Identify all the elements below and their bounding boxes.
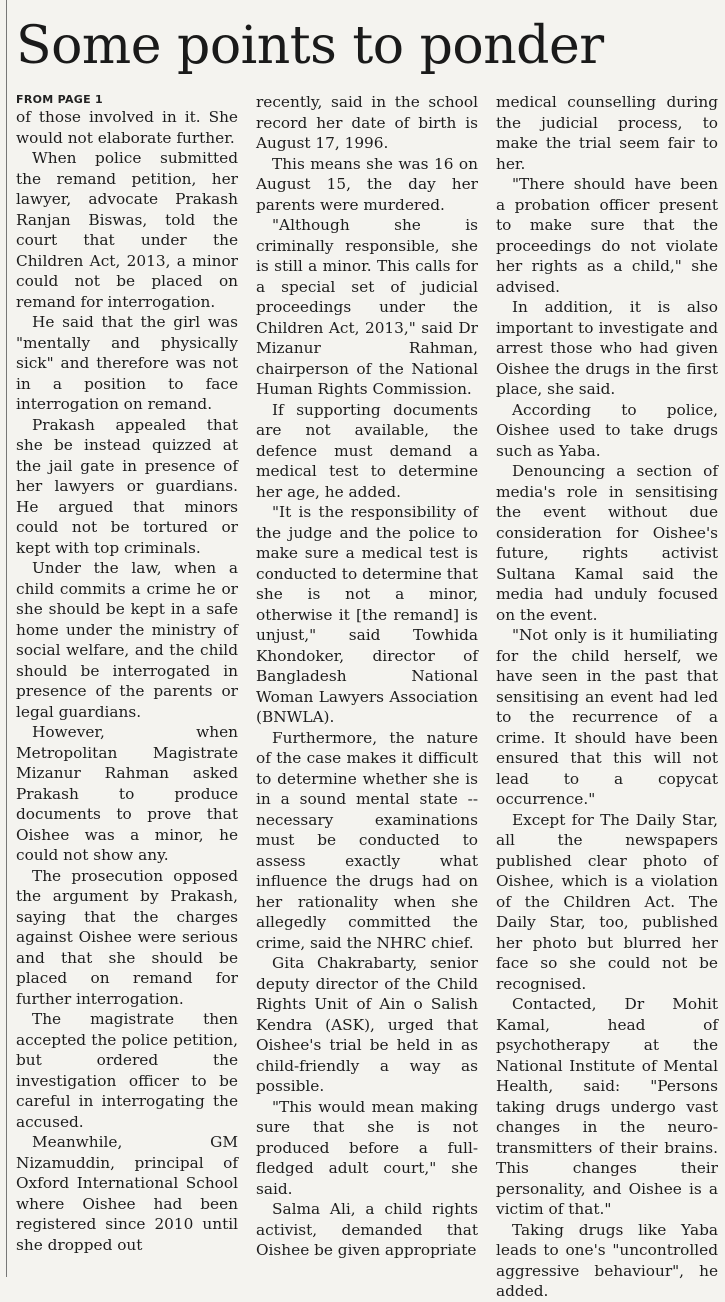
paragraph: medical counselling during the judicial process, to make the trial seem fair to her. (496, 93, 718, 173)
paragraph: Denouncing a section of media's role in sensitising the event without due consideration for Oishee's future, rights activist Sultana Kamal said the media had unduly focused on the event. (496, 462, 718, 624)
article-column-3 (496, 92, 718, 1300)
paragraph: He said that the girl was "mentally and physically sick" and therefore was not in a position to face interrogation on remand. (16, 313, 238, 413)
paragraph: This means she was 16 on August 15, the day her parents were murdered. (256, 154, 478, 214)
paragraph: Taking drugs like Yaba leads to one's "uncontrolled aggressive behaviour", he added. (496, 1220, 718, 1300)
paragraph: Except for The Daily Star, all the newspapers published clear photo of Oishee, which is a violation of the Children Act. The Daily Star, too, published her photo but blurred her face so she could not be recognised. (496, 810, 718, 993)
paragraph: Salma Ali, a child rights activist, demanded that Oishee be given appropriate (256, 1200, 478, 1259)
paragraph: In addition, it is also important to investigate and arrest those who had given Oishee the drugs in the first place, she said. (496, 298, 718, 398)
headline: Some points to ponder (16, 16, 604, 76)
paragraph: Furthermore, the nature of the case makes it difficult to determine whether she is in a sound mental state -- necessary examinations must be conducted to assess exactly what influence the drugs had on her rationality when she allegedly committed the crime, said the NHRC chief. (256, 728, 478, 952)
paragraph: Prakash appealed that she be instead quizzed at the jail gate in presence of her lawyers or guardians. He argued that minors could not be tortured or kept with top criminals. (16, 415, 238, 557)
paragraph: Gita Chakrabarty, senior deputy director of the Child Rights Unit of Ain o Salish Kendra (ASK), urged that Oishee's trial be held in as child-friendly a way as possible. (256, 954, 478, 1095)
paragraph: According to police, Oishee used to take drugs such as Yaba. (496, 400, 718, 460)
column-rule (6, 0, 7, 1277)
paragraph: The prosecution opposed the argument by Prakash, saying that the charges against Oishee were serious and that she should be placed on remand for further interrogation. (16, 866, 238, 1008)
article-column-1 (16, 92, 238, 1277)
paragraph: recently, said in the school record her date of birth is August 17, 1996. (256, 93, 478, 152)
kicker-from-page: FROM PAGE 1 (16, 93, 104, 106)
paragraph: "This would mean making sure that she is not produced before a full-fledged adult court," she said. (256, 1097, 478, 1198)
paragraph: "Although she is criminally responsible, she is still a minor. This calls for a special set of judicial proceedings under the Children Act, 2013," said Dr Mizanur Rahman, chairperson of the National Human Rights Commission. (256, 216, 478, 398)
paragraph: The magistrate then accepted the police petition, but ordered the investigation officer to be careful in interrogating the accused. (16, 1010, 238, 1131)
paragraph: Contacted, Dr Mohit Kamal, head of psychotherapy at the National Institute of Mental Health, said: "Persons taking drugs undergo vast changes in the neuro-transmitters of their brains. This changes their personality, and Oishee is a victim of that." (496, 995, 718, 1218)
paragraph: "There should have been a probation officer present to make sure that the proceedings do not violate her rights as a child," she advised. (496, 175, 718, 296)
paragraph: Under the law, when a child commits a crime he or she should be kept in a safe home under the ministry of social welfare, and the child should be interrogated in presence of the parents or legal guardians. (16, 559, 238, 721)
paragraph: "Not only is it humiliating for the child herself, we have seen in the past that sensitising an event had led to the recurrence of a crime. It should have been ensured that this will not lead to a copycat occurrence." (496, 626, 718, 808)
paragraph: of those involved in it. She would not elaborate further. (16, 108, 238, 147)
paragraph: If supporting documents are not available, the defence must demand a medical test to determine her age, he added. (256, 400, 478, 501)
paragraph: However, when Metropolitan Magistrate Mizanur Rahman asked Prakash to produce documents to prove that Oishee was a minor, he could not show any. (16, 723, 238, 864)
paragraph: When police submitted the remand petition, her lawyer, advocate Prakash Ranjan Biswas, told the court that under the Children Act, 2013, a minor could not be placed on remand for interrogation. (16, 149, 238, 311)
article-column-2 (256, 92, 478, 1277)
paragraph: "It is the responsibility of the judge and the police to make sure a medical test is conducted to determine that she is not a minor, otherwise it [the remand] is unjust," said Towhida Khondoker, director of Bangladesh National Woman Lawyers Association (BNWLA). (256, 503, 478, 726)
paragraph: Meanwhile, GM Nizamuddin, principal of Oxford International School where Oishee had been registered since 2010 until she dropped out (16, 1133, 238, 1254)
